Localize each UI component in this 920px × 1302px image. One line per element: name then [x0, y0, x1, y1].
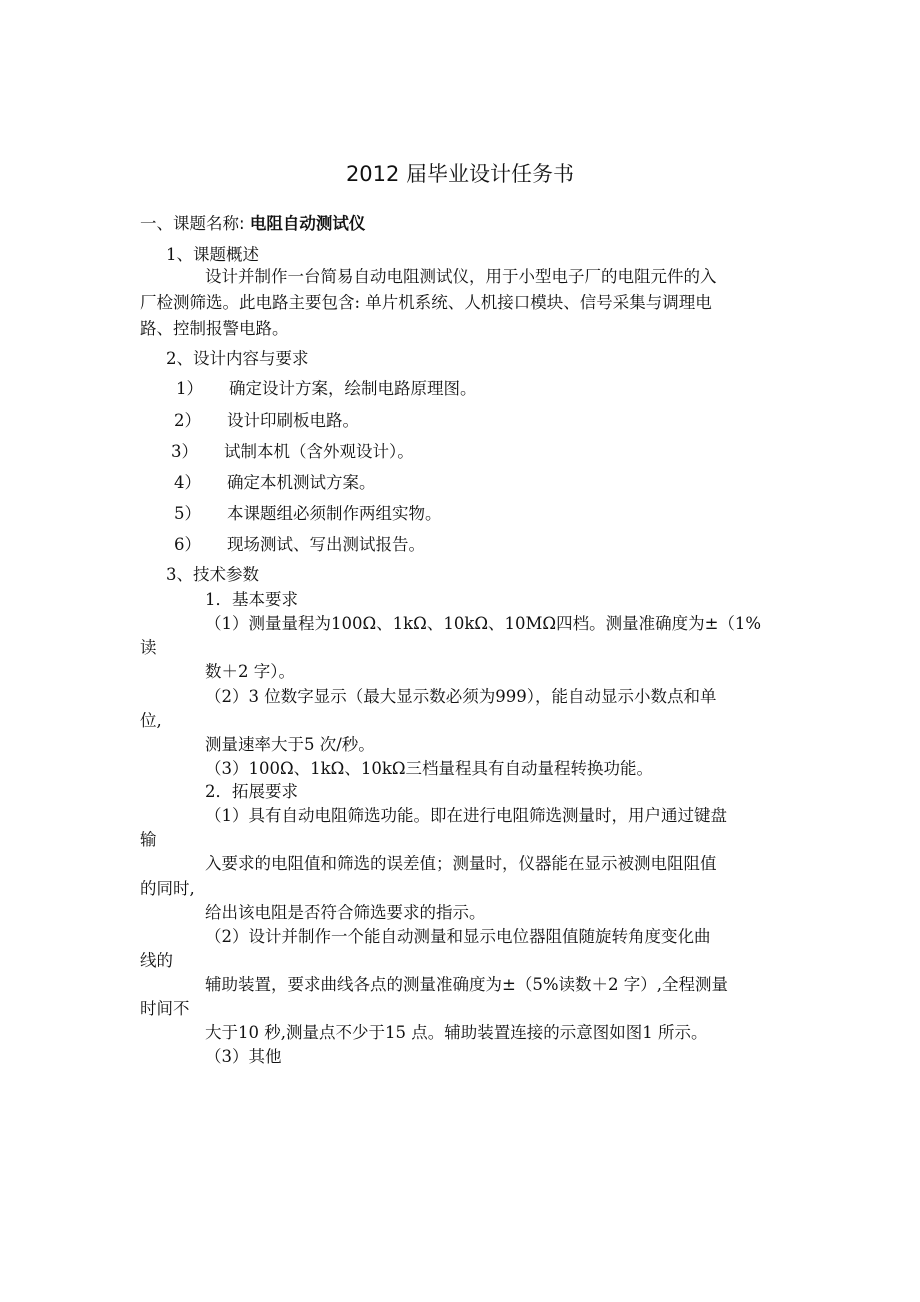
tech-heading: 3、技术参数 [166, 565, 259, 584]
design-item [174, 534, 425, 556]
design-item-text: 确定本机测试方案。 [227, 473, 376, 492]
design-item-number: 6） [174, 535, 201, 554]
basic-requirement-line: （2）3 位数字显示（最大显示数必须为999），能自动显示小数点和单 [205, 687, 717, 706]
design-item [176, 378, 477, 400]
design-item-text: 试制本机（含外观设计）。 [224, 442, 414, 461]
extended-requirement-line: 输 [140, 830, 157, 849]
extended-requirement-line: 时间不 [140, 999, 190, 1018]
design-item-text: 确定设计方案，绘制电路原理图。 [229, 379, 477, 398]
basic-requirement-line: （3）100Ω、1kΩ、10kΩ三档量程具有自动量程转换功能。 [205, 759, 654, 778]
extended-requirement-line: 给出该电阻是否符合筛选要求的指示。 [205, 903, 486, 922]
overview-line: 路、控制报警电路。 [140, 319, 289, 338]
overview-line: 厂检测筛选。此电路主要包含: 单片机系统、人机接口模块、信号采集与调理电 [140, 293, 712, 312]
design-item-number: 1） [176, 379, 203, 398]
design-item-number: 3） [171, 442, 198, 461]
extended-requirement-line: 辅助装置，要求曲线各点的测量准确度为±（5%读数＋2 字）,全程测量 [205, 975, 728, 994]
overview-heading: 1、课题概述 [166, 245, 259, 264]
extended-requirement-line: （2）设计并制作一个能自动测量和显示电位器阻值随旋转角度变化曲 [205, 927, 711, 946]
extended-requirement-line: 入要求的电阻值和筛选的误差值；测量时，仪器能在显示被测电阻阻值 [205, 854, 717, 873]
document-title: 2012 届毕业设计任务书 [345, 162, 575, 186]
basic-requirement-line: 测量速率大于5 次/秒。 [205, 735, 375, 754]
topic-name: 电阻自动测试仪 [249, 214, 366, 233]
design-item-number: 2） [174, 411, 201, 430]
extended-requirement-line: 的同时, [140, 879, 195, 898]
design-heading: 2、设计内容与要求 [166, 349, 309, 368]
topic-line [140, 213, 365, 235]
basic-requirement-line: （1）测量量程为100Ω、1kΩ、10kΩ、10MΩ四档。测量准确度为±（1% [205, 614, 762, 633]
design-item-text: 设计印刷板电路。 [227, 411, 359, 430]
design-item [171, 441, 414, 463]
overview-line: 设计并制作一台简易自动电阻测试仪，用于小型电子厂的电阻元件的入 [205, 267, 717, 286]
extended-requirements-heading: 2．拓展要求 [205, 782, 298, 801]
extended-requirement-line: （1）具有自动电阻筛选功能。即在进行电阻筛选测量时，用户通过键盘 [205, 806, 727, 825]
design-item [174, 503, 442, 525]
basic-requirement-line: 读 [140, 638, 157, 657]
extended-requirement-line: 线的 [140, 951, 173, 970]
basic-requirements-heading: 1．基本要求 [205, 590, 298, 609]
design-item-number: 4） [174, 473, 201, 492]
design-item [174, 410, 359, 432]
design-item-text: 现场测试、写出测试报告。 [227, 535, 425, 554]
basic-requirement-line: 位, [140, 711, 162, 730]
topic-label: 一、课题名称: [140, 214, 245, 233]
basic-requirement-line: 数＋2 字）。 [205, 662, 295, 681]
design-item-number: 5） [174, 504, 201, 523]
design-item [174, 472, 376, 494]
extended-requirement-line: （3）其他 [205, 1047, 282, 1066]
extended-requirement-line: 大于10 秒,测量点不少于15 点。辅助装置连接的示意图如图1 所示。 [205, 1023, 708, 1042]
design-item-text: 本课题组必须制作两组实物。 [227, 504, 442, 523]
